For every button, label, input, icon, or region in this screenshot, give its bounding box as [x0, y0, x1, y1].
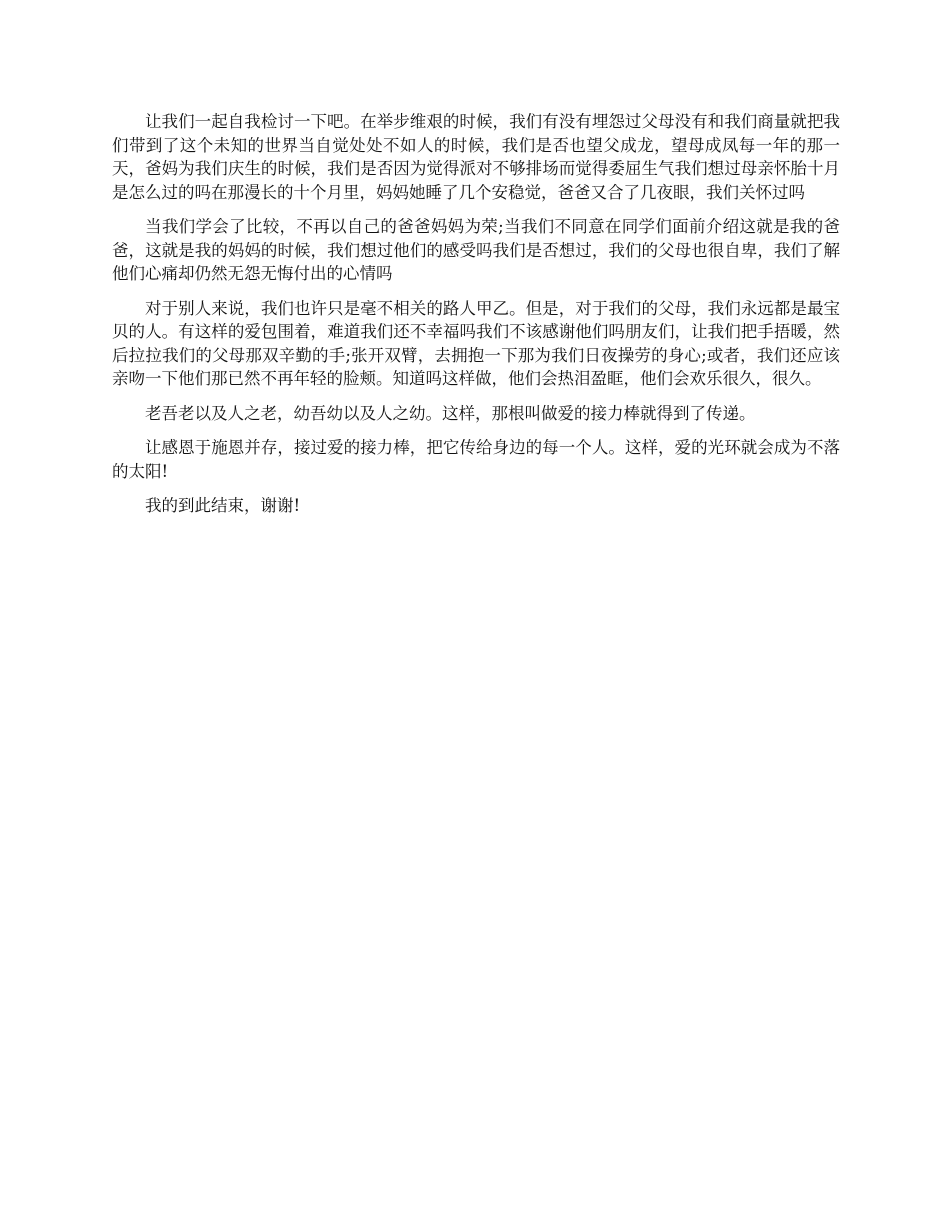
paragraph-4: 老吾老以及人之老，幼吾幼以及人之幼。这样，那根叫做爱的接力棒就得到了传递。	[145, 403, 756, 423]
paragraph-2: 当我们学会了比较，不再以自己的爸爸妈妈为荣;当我们不同意在同学们面前介绍这就是我的爸爸，这就是我的妈妈的时候，我们想过他们的感受吗我们是否想过，我们的父母也很自卑，我们了解他们心痛却仍然无怨无悔付出的心情吗	[112, 217, 840, 283]
paragraph-6: 我的到此结束，谢谢!	[145, 496, 301, 515]
paragraph-5: 让感恩于施恩并存，接过爱的接力棒，把它传给身边的每一个人。这样，爱的光环就会成为不落的太阳!	[112, 438, 840, 481]
paragraph-3: 对于别人来说，我们也许只是毫不相关的路人甲乙。但是，对于我们的父母，我们永远都是最宝贝的人。有这样的爱包围着，难道我们还不幸福吗我们不该感谢他们吗朋友们，让我们把手捂暖，然后拉拉我们的父母那双辛勤的手;张开双臂，去拥抱一下那为我们日夜操劳的身心;或者，我们还应该亲吻一下他们那已然不再年轻的脸颊。知道吗这样做，他们会热泪盈眶，他们会欢乐很久，很久。	[112, 298, 840, 388]
document-body	[112, 110, 840, 529]
paragraph-1: 让我们一起自我检讨一下吧。在举步维艰的时候，我们有没有埋怨过父母没有和我们商量就把我们带到了这个未知的世界当自觉处处不如人的时候，我们是否也望父成龙，望母成凤每一年的那一天，爸妈为我们庆生的时候，我们是否因为觉得派对不够排场而觉得委屈生气我们想过母亲怀胎十月是怎么过的吗在那漫长的十个月里，妈妈她睡了几个安稳觉，爸爸又合了几夜眼，我们关怀过吗	[112, 112, 840, 202]
